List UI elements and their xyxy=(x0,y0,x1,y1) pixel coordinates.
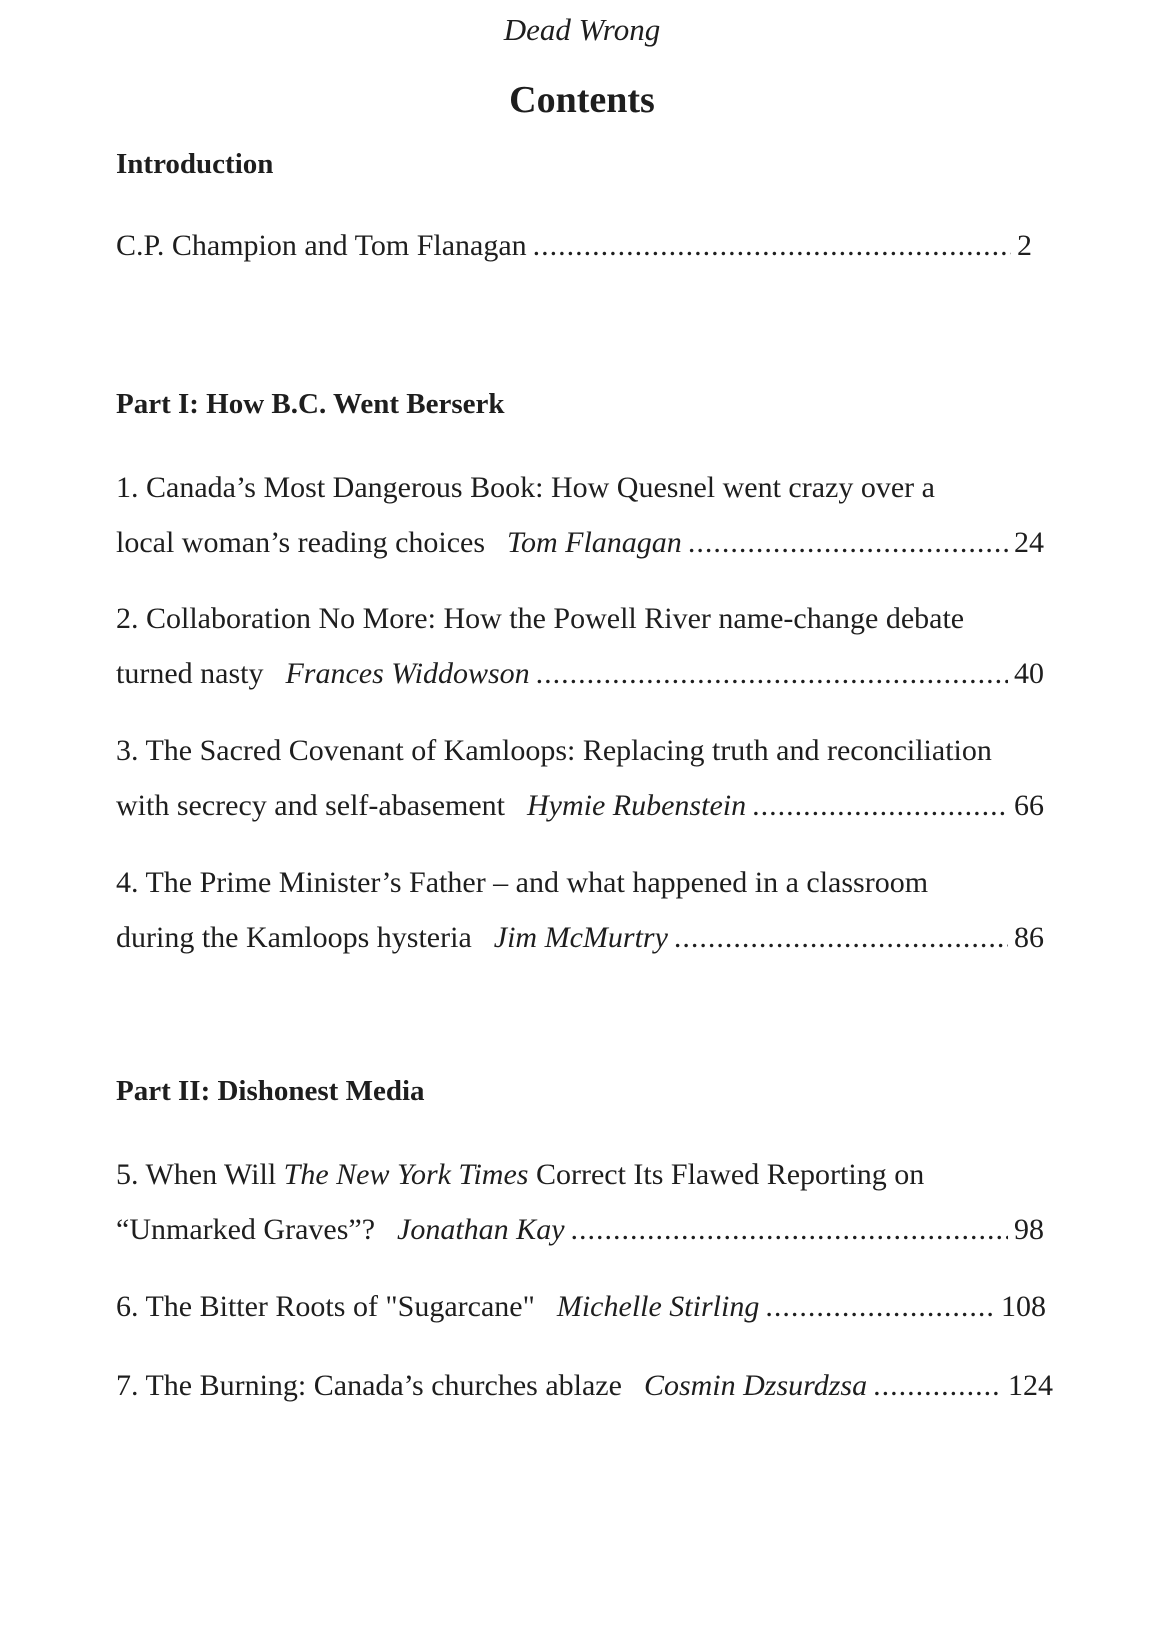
page-number: 24 xyxy=(1014,526,1044,559)
entry-title-line1: 3. The Sacred Covenant of Kamloops: Replacing truth and reconciliation xyxy=(116,734,992,767)
page-title: Contents xyxy=(509,79,655,121)
entry-leader-line xyxy=(116,646,1044,701)
entry-title-line2: “Unmarked Graves”? xyxy=(116,1213,376,1246)
entry-leader-line xyxy=(116,910,1044,965)
page-number: 86 xyxy=(1014,921,1044,954)
part1-heading: Part I: How B.C. Went Berserk xyxy=(116,388,505,420)
entry-author: Jim McMurtry xyxy=(493,921,668,954)
entry-title-line2: local woman’s reading choices xyxy=(116,526,486,559)
entry-leader-line xyxy=(116,778,1044,833)
dot-leader xyxy=(873,1358,1002,1413)
entry-title-italic: The New York Times xyxy=(283,1158,529,1191)
part2-heading: Part II: Dishonest Media xyxy=(116,1075,425,1107)
toc-entry-7[interactable] xyxy=(116,1358,1053,1413)
toc-entry-1[interactable] xyxy=(116,460,1101,570)
entry-author: Jonathan Kay xyxy=(397,1213,565,1246)
page-number: 98 xyxy=(1014,1213,1044,1246)
entry-title-line2: with secrecy and self-abasement xyxy=(116,789,505,822)
entry-author: Michelle Stirling xyxy=(556,1290,760,1323)
dot-leader xyxy=(765,1279,995,1334)
entry-authors: C.P. Champion and Tom Flanagan xyxy=(116,229,527,262)
page-number: 124 xyxy=(1008,1369,1053,1402)
entry-author: Cosmin Dzsurdzsa xyxy=(643,1369,868,1402)
entry-title-line2: turned nasty xyxy=(116,657,264,690)
entry-leader-line xyxy=(116,1202,1044,1257)
entry-leader-line xyxy=(116,515,1044,570)
entry-title-line1: 2. Collaboration No More: How the Powell River name-change debate xyxy=(116,602,965,635)
toc-entry-4[interactable] xyxy=(116,855,1101,965)
entry-title-line1 xyxy=(116,1147,1101,1202)
running-head: Dead Wrong xyxy=(503,12,661,47)
entry-author: Tom Flanagan xyxy=(507,526,682,559)
dot-leader xyxy=(688,515,1008,570)
entry-title-prefix: 5. When Will xyxy=(116,1158,277,1191)
page-number: 40 xyxy=(1014,657,1044,690)
dot-leader xyxy=(752,778,1008,833)
toc-entry-introduction[interactable] xyxy=(116,218,1032,273)
page-number: 66 xyxy=(1014,789,1044,822)
entry-author: Hymie Rubenstein xyxy=(527,789,747,822)
toc-entry-3[interactable] xyxy=(116,723,1101,833)
entry-title-suffix: Correct Its Flawed Reporting on xyxy=(535,1158,925,1191)
dot-leader xyxy=(533,218,1011,273)
entry-title-line2: during the Kamloops hysteria xyxy=(116,921,472,954)
toc-entry-5[interactable] xyxy=(116,1147,1101,1257)
dot-leader xyxy=(536,646,1008,701)
dot-leader xyxy=(674,910,1008,965)
entry-title: 7. The Burning: Canada’s churches ablaze xyxy=(116,1369,622,1402)
page-number: 2 xyxy=(1017,229,1032,262)
entry-author: Frances Widdowson xyxy=(285,657,530,690)
introduction-heading: Introduction xyxy=(116,148,274,180)
entry-title-line1: 4. The Prime Minister’s Father – and what happened in a classroom xyxy=(116,866,929,899)
dot-leader xyxy=(571,1202,1008,1257)
entry-title-line1: 1. Canada’s Most Dangerous Book: How Quesnel went crazy over a xyxy=(116,471,935,504)
toc-entry-2[interactable] xyxy=(116,591,1101,701)
entry-title: 6. The Bitter Roots of "Sugarcane" xyxy=(116,1290,535,1323)
page-number: 108 xyxy=(1001,1290,1046,1323)
toc-entry-6[interactable] xyxy=(116,1279,1046,1334)
